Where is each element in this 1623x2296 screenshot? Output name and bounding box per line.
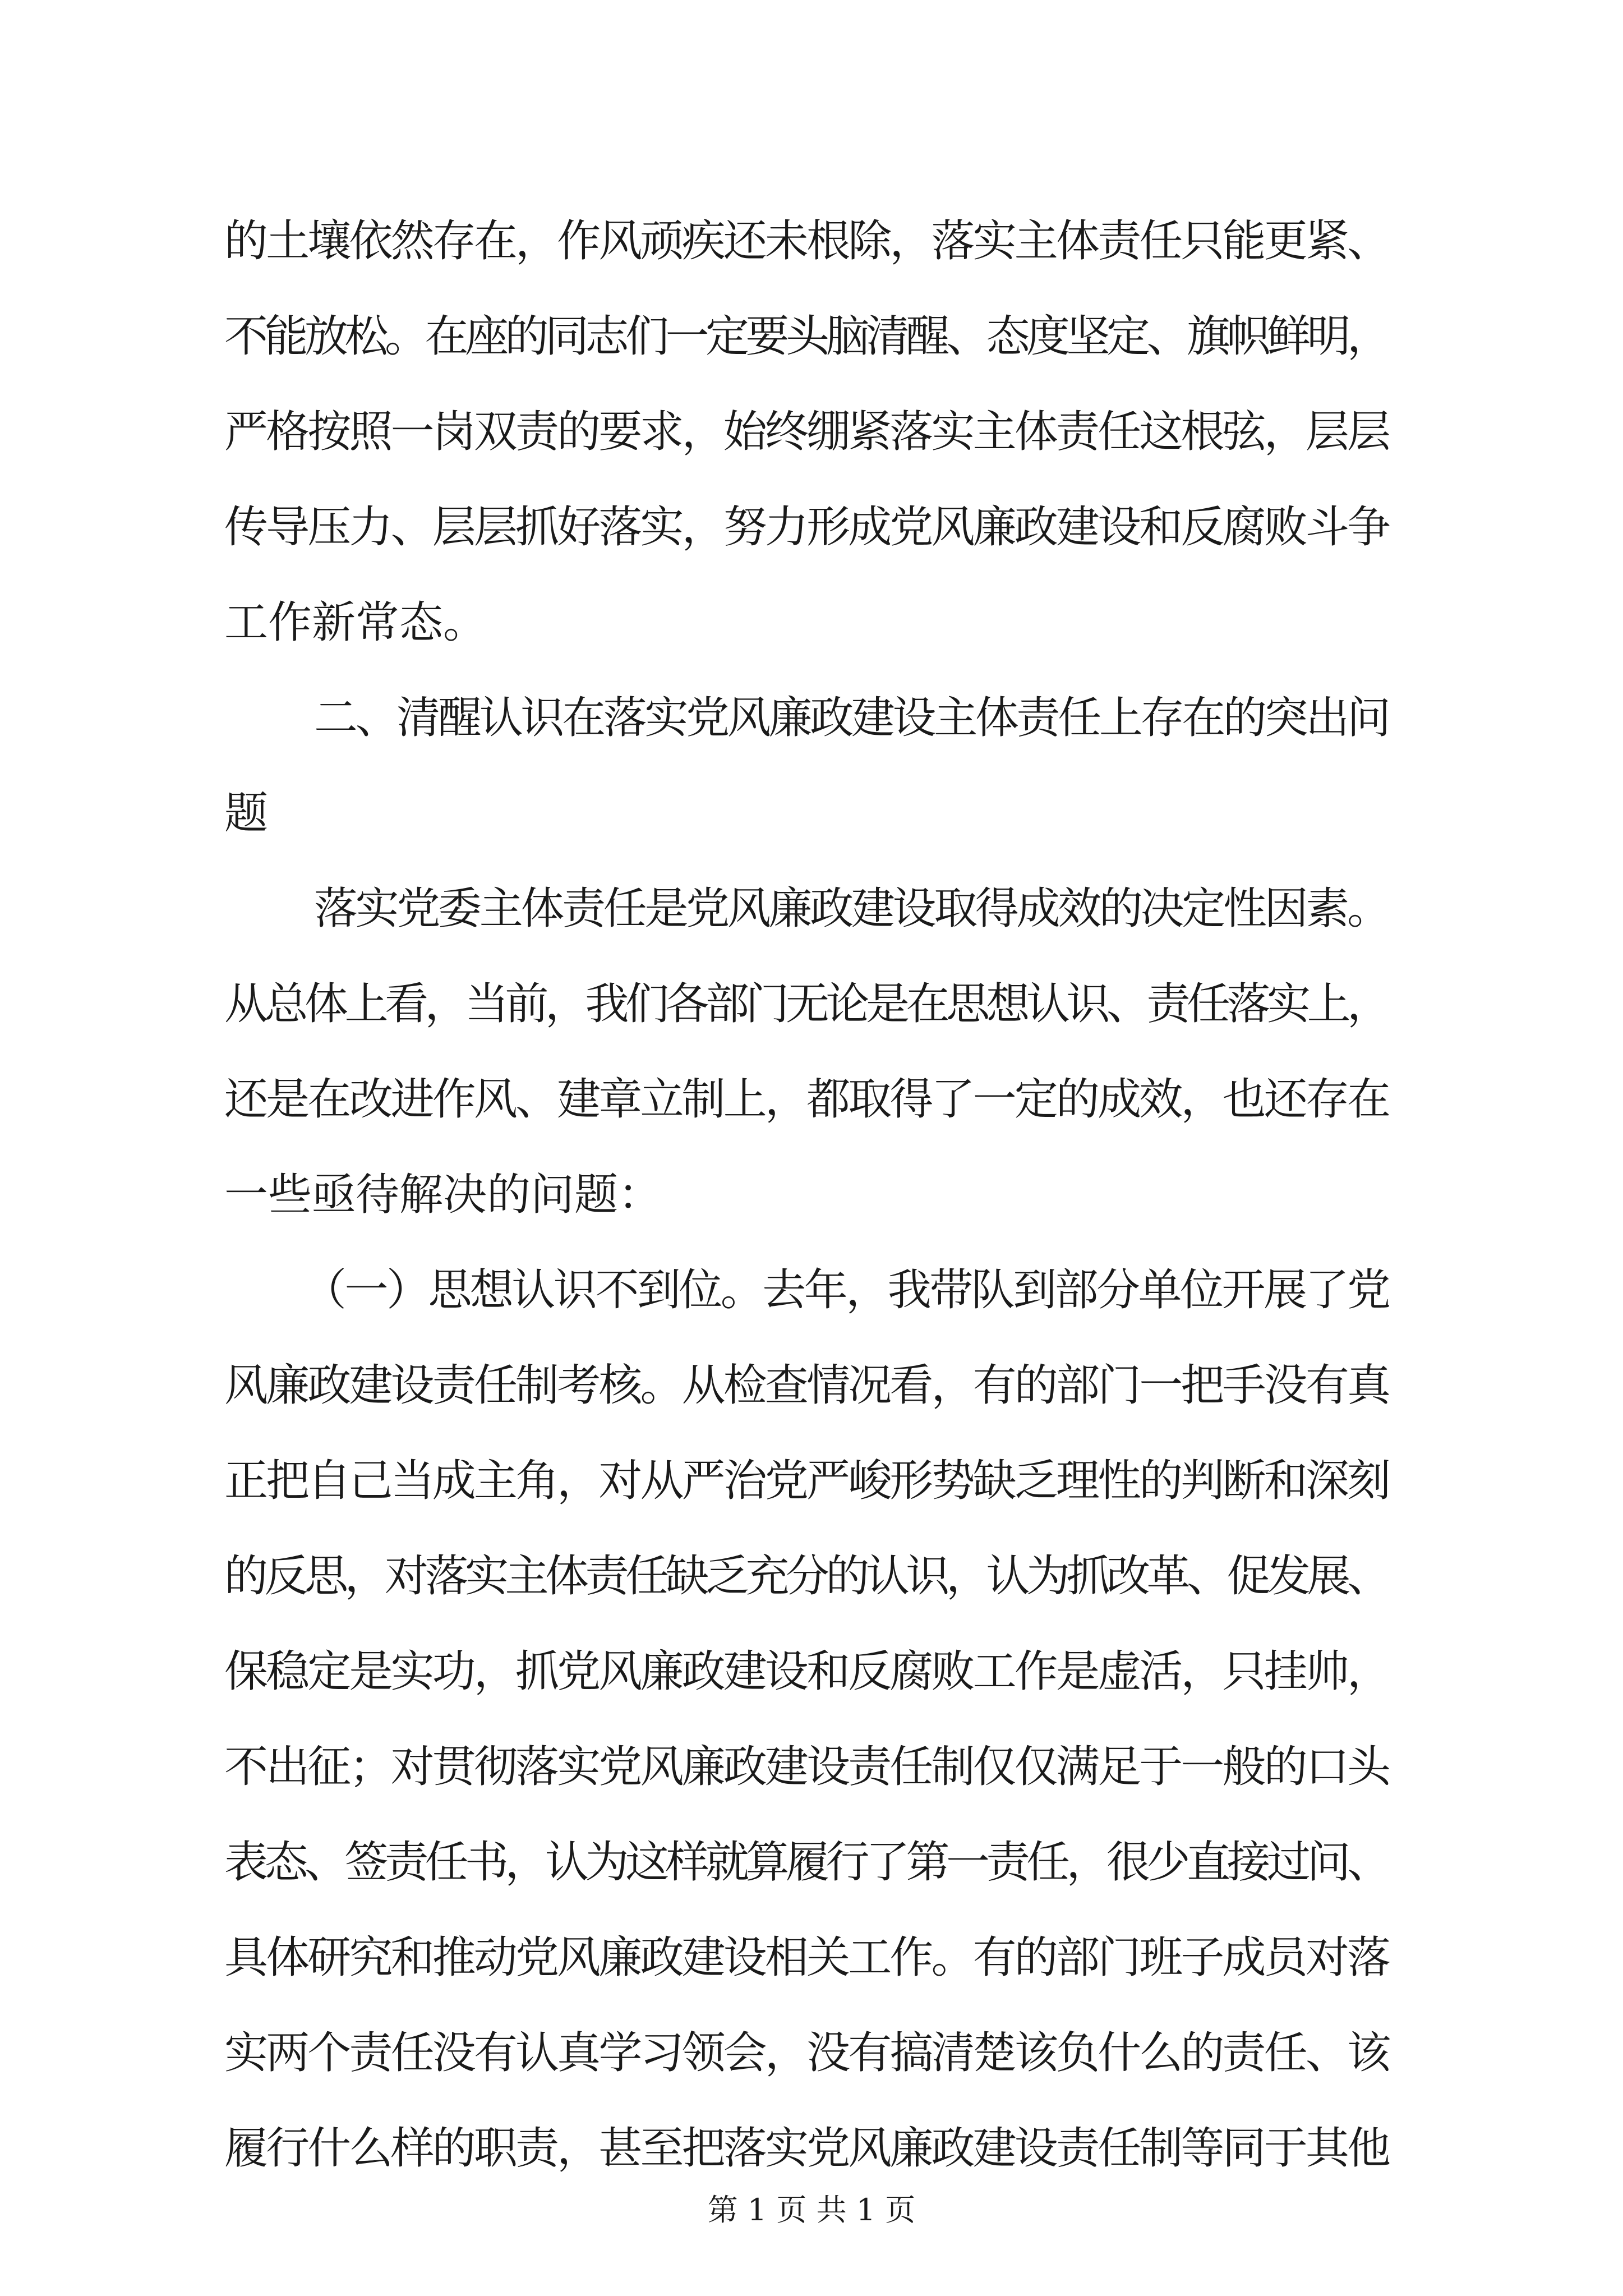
text-line: 从总体上看，当前，我们各部门无论是在思想认识、责任落实上， — [224, 979, 1387, 1029]
text-line: 正把自己当成主角，对从严治党严峻形势缺乏理性的判断和深刻 — [224, 1456, 1389, 1506]
text-line: 具体研究和推动党风廉政建设相关工作。有的部门班子成员对落 — [224, 1932, 1389, 1983]
section-heading: 题 — [224, 788, 269, 839]
text-line: 严格按照一岗双责的要求，始终绷紧落实主体责任这根弦，层层 — [224, 407, 1389, 457]
text-line: 不能放松。在座的同志们一定要头脑清醒、态度坚定、旗帜鲜明， — [224, 311, 1387, 362]
text-line: 的土壤依然存在，作风顽疾还未根除，落实主体责任只能更紧、 — [224, 216, 1389, 266]
section-heading: 二、清醒认识在落实党风廉政建设主体责任上存在的突出问 — [314, 693, 1389, 743]
text-line: 风廉政建设责任制考核。从检查情况看，有的部门一把手没有真 — [224, 1360, 1389, 1411]
text-line: 表态、签责任书，认为这样就算履行了第一责任，很少直接过问、 — [224, 1837, 1387, 1888]
text-line: 的反思，对落实主体责任缺乏充分的认识，认为抓改革、促发展、 — [224, 1551, 1387, 1602]
text-line: 还是在改进作风、建章立制上，都取得了一定的成效，也还存在 — [224, 1074, 1389, 1125]
page-footer: 第 1 页 共 1 页 — [707, 2192, 916, 2228]
text-line: 工作新常态。 — [224, 597, 487, 648]
text-line: 传导压力、层层抓好落实，努力形成党风廉政建设和反腐败斗争 — [224, 502, 1389, 553]
text-line: 一些亟待解决的问题： — [224, 1170, 662, 1220]
text-line: 保稳定是实功，抓党风廉政建设和反腐败工作是虚活，只挂帅， — [224, 1646, 1389, 1697]
text-line: （一）思想认识不到位。去年，我带队到部分单位开展了党 — [303, 1265, 1389, 1315]
text-line: 履行什么样的职责，甚至把落实党风廉政建设责任制等同于其他 — [224, 2123, 1389, 2174]
text-line: 实两个责任没有认真学习领会，没有搞清楚该负什么的责任、该 — [224, 2028, 1389, 2078]
text-line: 落实党委主体责任是党风廉政建设取得成效的决定性因素。 — [314, 884, 1389, 934]
text-line: 不出征；对贯彻落实党风廉政建设责任制仅仅满足于一般的口头 — [224, 1742, 1389, 1792]
